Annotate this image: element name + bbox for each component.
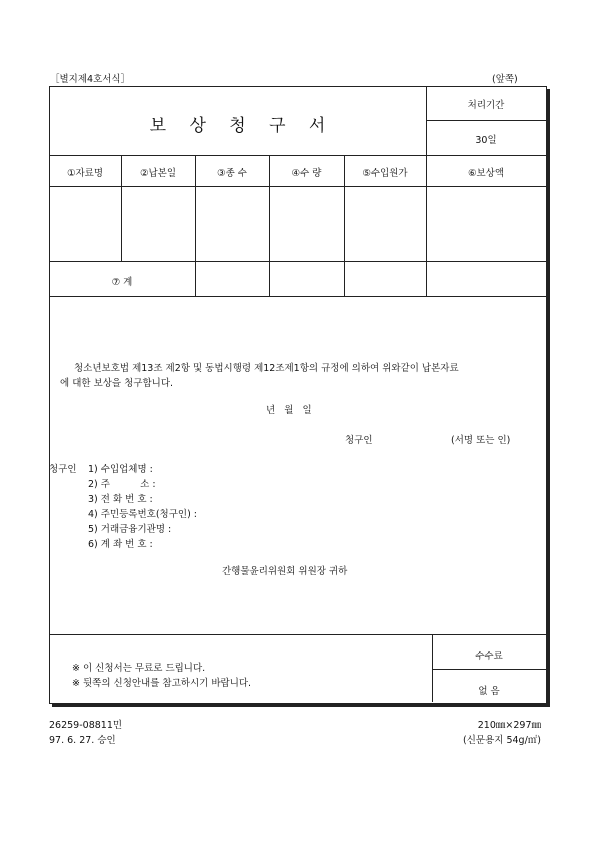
processing-period-value: 30일 — [475, 135, 497, 146]
column-header-submission-date: ②납본일 — [139, 168, 177, 179]
front-side-label: (앞쪽) — [492, 74, 518, 85]
request-paragraph-line2: 에 대한 보상을 청구합니다. — [60, 378, 174, 389]
form-title: 보 상 청 구 서 — [149, 116, 326, 136]
field-bank-name: 5) 거래금융기관명 : — [88, 524, 172, 535]
fee-label: 수수료 — [475, 651, 503, 662]
import-cost-cell[interactable] — [345, 187, 425, 260]
note-free-form: ※ 이 신청서는 무료로 드립니다. — [72, 663, 206, 674]
field-resident-number: 4) 주민등록번호(청구인) : — [88, 509, 197, 520]
paper-size: 210㎜×297㎜ — [477, 720, 541, 731]
submission-date-cell[interactable] — [122, 187, 194, 260]
signature-note: (서명 또는 인) — [451, 435, 511, 446]
request-paragraph-line1: 청소년보호법 제13조 제2항 및 동법시행령 제12조제1항의 규정에 의하여 위와같이 납본자료 — [74, 363, 459, 374]
field-account-number: 6) 계 좌 번 호 : — [88, 539, 153, 550]
note-see-back: ※ 뒷쪽의 신청안내를 참고하시기 바랍니다. — [72, 678, 252, 689]
approval-date: 97. 6. 27. 승인 — [49, 735, 116, 746]
field-phone: 3) 전 화 번 호 : — [88, 494, 153, 505]
compensation-cell[interactable] — [427, 187, 545, 260]
item-name-cell[interactable] — [50, 187, 120, 260]
total-label: ⑦ 계 — [111, 277, 133, 288]
date-line: 년 월 일 — [266, 405, 312, 416]
column-header-compensation: ⑥보상액 — [467, 168, 505, 179]
kinds-cell[interactable] — [196, 187, 268, 260]
fee-value: 없 음 — [478, 686, 500, 697]
field-address: 2) 주 소 : — [88, 479, 156, 490]
column-header-import-cost: ⑤수입원가 — [362, 168, 408, 179]
form-code: 26259-08811민 — [49, 720, 123, 731]
claimant-heading: 청구인 — [49, 464, 77, 475]
quantity-cell[interactable] — [270, 187, 343, 260]
recipient-line: 간행물윤리위원회 위원장 귀하 — [222, 566, 348, 577]
column-header-quantity: ④수 량 — [291, 168, 322, 179]
field-importer-name: 1) 수입업체명 : — [88, 464, 153, 475]
column-header-item-name: ①자료명 — [66, 168, 104, 179]
processing-period-label: 처리기간 — [467, 100, 505, 111]
paper-type: (신문용지 54g/㎡) — [463, 735, 541, 746]
claimant-sign-label: 청구인 — [345, 435, 373, 446]
form-number-label: ［별지제4호서식］ — [50, 74, 131, 85]
column-header-kinds: ③종 수 — [217, 168, 247, 179]
